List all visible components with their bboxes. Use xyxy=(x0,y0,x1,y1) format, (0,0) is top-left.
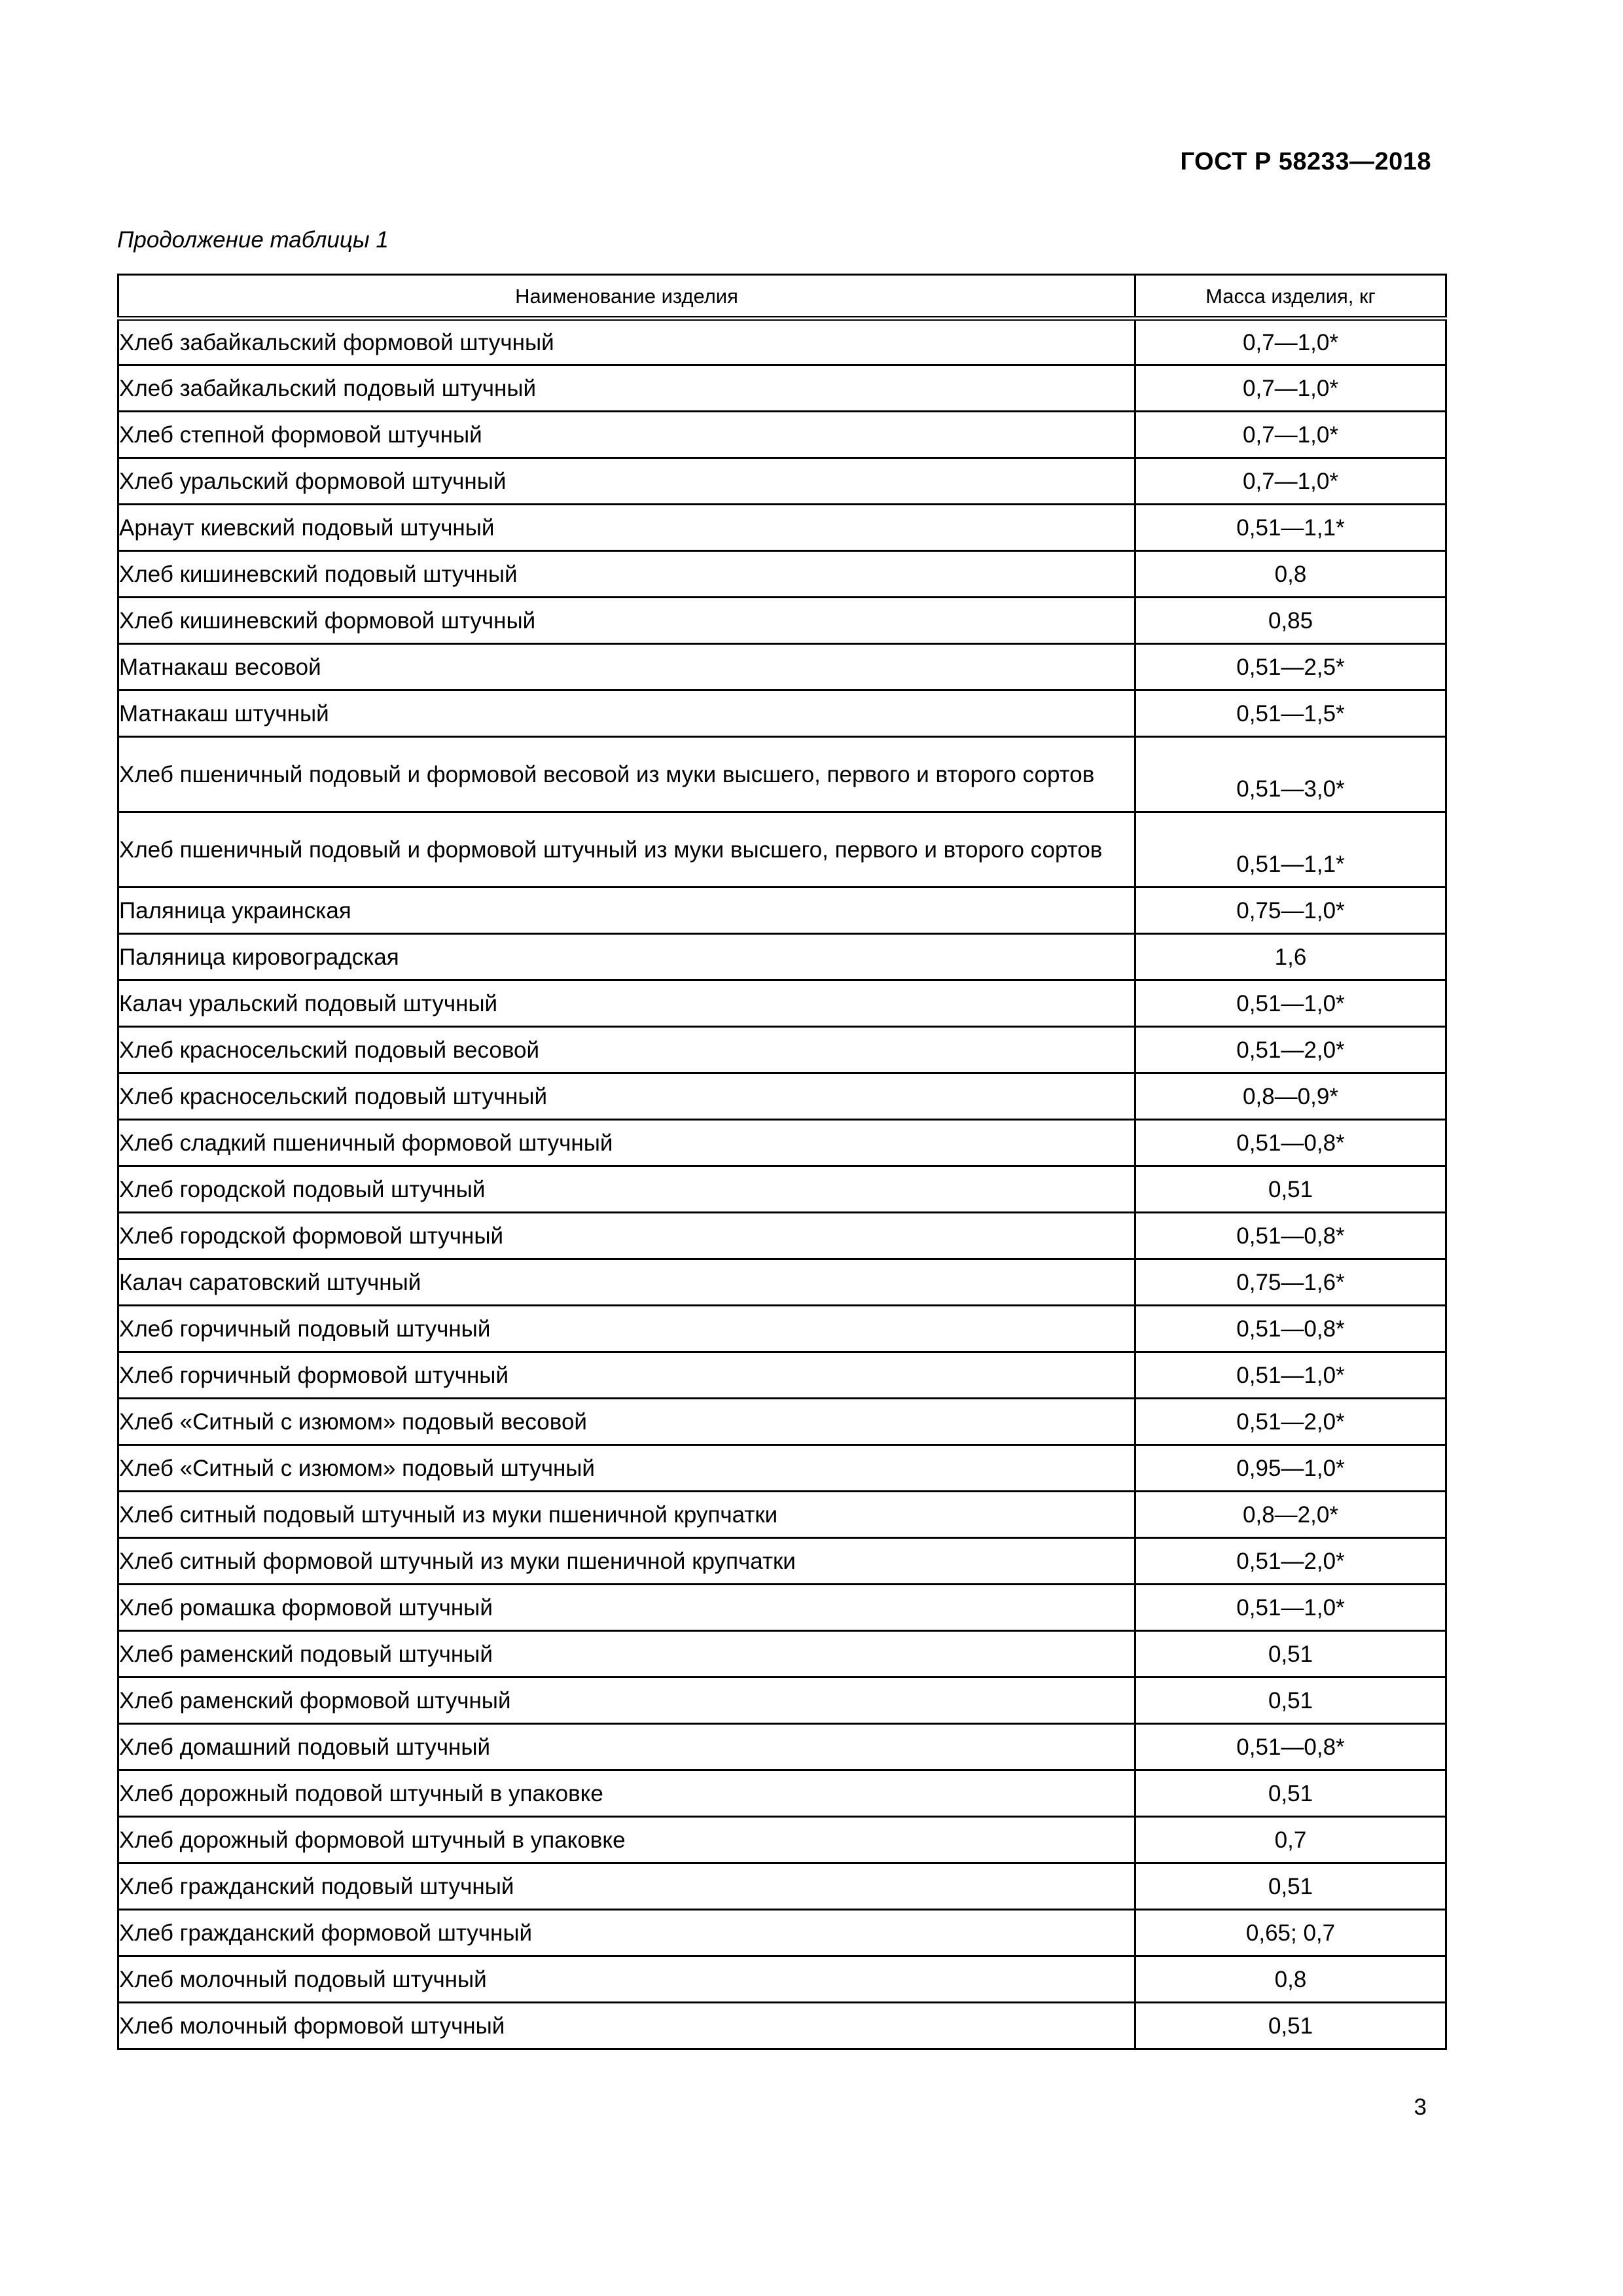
product-name-cell: Паляница украинская xyxy=(118,888,1135,934)
product-mass-cell: 0,51—0,8* xyxy=(1135,1724,1446,1770)
product-name-cell: Матнакаш штучный xyxy=(118,691,1135,737)
product-mass-cell: 0,51 xyxy=(1135,1770,1446,1817)
table-row xyxy=(118,691,1446,737)
product-mass-cell: 0,85 xyxy=(1135,598,1446,644)
table-row xyxy=(118,412,1446,458)
product-name-cell: Хлеб «Ситный с изюмом» подовый штучный xyxy=(118,1445,1135,1492)
product-mass-cell: 0,51 xyxy=(1135,1863,1446,1910)
document-standard-header: ГОСТ Р 58233—2018 xyxy=(1180,148,1431,175)
product-name-cell: Хлеб забайкальский подовый штучный xyxy=(118,365,1135,412)
product-name-cell: Хлеб гражданский формовой штучный xyxy=(118,1910,1135,1956)
product-mass-cell: 0,7 xyxy=(1135,1817,1446,1863)
table-row xyxy=(118,1213,1446,1259)
product-mass-cell: 0,51 xyxy=(1135,1677,1446,1724)
product-mass-cell: 0,7—1,0* xyxy=(1135,412,1446,458)
product-name-cell: Хлеб городской формовой штучный xyxy=(118,1213,1135,1259)
table-row xyxy=(118,1863,1446,1910)
table-row xyxy=(118,505,1446,551)
product-name-cell: Хлеб городской подовый штучный xyxy=(118,1166,1135,1213)
table-row xyxy=(118,644,1446,691)
product-name-cell: Хлеб дорожный подовой штучный в упаковке xyxy=(118,1770,1135,1817)
table-row xyxy=(118,1120,1446,1166)
product-mass-cell: 0,51 xyxy=(1135,1631,1446,1677)
product-name-cell: Хлеб красносельский подовый штучный xyxy=(118,1073,1135,1120)
product-mass-cell: 0,51—1,0* xyxy=(1135,980,1446,1027)
table-row xyxy=(118,1166,1446,1213)
product-name-cell: Хлеб гражданский подовый штучный xyxy=(118,1863,1135,1910)
table-row xyxy=(118,1817,1446,1863)
table-row xyxy=(118,1770,1446,1817)
product-mass-cell: 0,51—0,8* xyxy=(1135,1213,1446,1259)
product-name-cell: Хлеб ситный подовый штучный из муки пшеничной крупчатки xyxy=(118,1492,1135,1538)
product-mass-cell: 0,7—1,0* xyxy=(1135,365,1446,412)
product-name-cell: Хлеб красносельский подовый весовой xyxy=(118,1027,1135,1073)
product-mass-cell: 0,51—2,0* xyxy=(1135,1399,1446,1445)
table-row xyxy=(118,1445,1446,1492)
product-mass-cell: 1,6 xyxy=(1135,934,1446,980)
table-row xyxy=(118,737,1446,812)
table-row xyxy=(118,1399,1446,1445)
product-name-cell: Хлеб дорожный формовой штучный в упаковке xyxy=(118,1817,1135,1863)
product-mass-cell: 0,51—0,8* xyxy=(1135,1120,1446,1166)
table-row xyxy=(118,934,1446,980)
product-name-cell: Хлеб ромашка формовой штучный xyxy=(118,1585,1135,1631)
table-row xyxy=(118,1352,1446,1399)
product-name-cell: Калач саратовский штучный xyxy=(118,1259,1135,1306)
product-name-cell: Хлеб ситный формовой штучный из муки пшеничной крупчатки xyxy=(118,1538,1135,1585)
product-mass-cell: 0,51—1,1* xyxy=(1135,505,1446,551)
product-name-cell: Арнаут киевский подовый штучный xyxy=(118,505,1135,551)
table-row xyxy=(118,1677,1446,1724)
product-mass-cell: 0,75—1,0* xyxy=(1135,888,1446,934)
product-name-cell: Паляница кировоградская xyxy=(118,934,1135,980)
product-mass-cell: 0,51—1,0* xyxy=(1135,1585,1446,1631)
product-mass-cell: 0,51—1,0* xyxy=(1135,1352,1446,1399)
product-mass-cell: 0,51—1,1* xyxy=(1135,812,1446,888)
table-row xyxy=(118,1259,1446,1306)
table-row xyxy=(118,598,1446,644)
product-mass-cell: 0,51 xyxy=(1135,1166,1446,1213)
product-name-cell: Хлеб кишиневский формовой штучный xyxy=(118,598,1135,644)
product-mass-cell: 0,51—2,0* xyxy=(1135,1538,1446,1585)
product-name-cell: Хлеб раменский формовой штучный xyxy=(118,1677,1135,1724)
product-name-cell: Хлеб горчичный формовой штучный xyxy=(118,1352,1135,1399)
product-mass-cell: 0,51—0,8* xyxy=(1135,1306,1446,1352)
product-mass-cell: 0,7—1,0* xyxy=(1135,458,1446,505)
product-name-cell: Хлеб раменский подовый штучный xyxy=(118,1631,1135,1677)
product-name-cell: Хлеб горчичный подовый штучный xyxy=(118,1306,1135,1352)
table-row xyxy=(118,1631,1446,1677)
table-row xyxy=(118,1724,1446,1770)
table-header-row xyxy=(118,275,1446,319)
table-row xyxy=(118,458,1446,505)
product-name-cell: Хлеб «Ситный с изюмом» подовый весовой xyxy=(118,1399,1135,1445)
product-name-cell: Матнакаш весовой xyxy=(118,644,1135,691)
product-mass-cell: 0,8—0,9* xyxy=(1135,1073,1446,1120)
table-row xyxy=(118,1492,1446,1538)
product-mass-cell: 0,8—2,0* xyxy=(1135,1492,1446,1538)
column-header-product-name: Наименование изделия xyxy=(118,275,1135,319)
product-name-cell: Хлеб степной формовой штучный xyxy=(118,412,1135,458)
product-mass-cell: 0,8 xyxy=(1135,551,1446,598)
table-row xyxy=(118,1910,1446,1956)
product-name-cell: Хлеб сладкий пшеничный формовой штучный xyxy=(118,1120,1135,1166)
table-caption: Продолжение таблицы 1 xyxy=(117,227,389,253)
table-row xyxy=(118,1306,1446,1352)
product-mass-cell: 0,51—3,0* xyxy=(1135,737,1446,812)
page-number: 3 xyxy=(1414,2094,1427,2120)
table-row xyxy=(118,2003,1446,2049)
product-name-cell: Хлеб пшеничный подовый и формовой весовой из муки высшего, первого и второго сортов xyxy=(118,737,1135,812)
table-row xyxy=(118,1538,1446,1585)
column-header-mass: Масса изделия, кг xyxy=(1135,275,1446,319)
product-name-cell: Хлеб уральский формовой штучный xyxy=(118,458,1135,505)
table-row xyxy=(118,551,1446,598)
table-row xyxy=(118,888,1446,934)
product-mass-cell: 0,51—2,0* xyxy=(1135,1027,1446,1073)
product-mass-cell: 0,51—1,5* xyxy=(1135,691,1446,737)
table-row xyxy=(118,1585,1446,1631)
table-row xyxy=(118,365,1446,412)
table-row xyxy=(118,1073,1446,1120)
product-name-cell: Хлеб пшеничный подовый и формовой штучный из муки высшего, первого и второго сортов xyxy=(118,812,1135,888)
product-name-cell: Калач уральский подовый штучный xyxy=(118,980,1135,1027)
product-mass-cell: 0,95—1,0* xyxy=(1135,1445,1446,1492)
table-row xyxy=(118,1027,1446,1073)
product-mass-cell: 0,51 xyxy=(1135,2003,1446,2049)
table-row xyxy=(118,980,1446,1027)
table-row xyxy=(118,812,1446,888)
product-name-cell: Хлеб кишиневский подовый штучный xyxy=(118,551,1135,598)
product-mass-cell: 0,65; 0,7 xyxy=(1135,1910,1446,1956)
product-mass-cell: 0,75—1,6* xyxy=(1135,1259,1446,1306)
table-row xyxy=(118,1956,1446,2003)
product-name-cell: Хлеб молочный формовой штучный xyxy=(118,2003,1135,2049)
product-name-cell: Хлеб молочный подовый штучный xyxy=(118,1956,1135,2003)
product-name-cell: Хлеб домашний подовый штучный xyxy=(118,1724,1135,1770)
product-name-cell: Хлеб забайкальский формовой штучный xyxy=(118,319,1135,365)
product-mass-cell: 0,51—2,5* xyxy=(1135,644,1446,691)
product-mass-cell: 0,8 xyxy=(1135,1956,1446,2003)
table-row xyxy=(118,319,1446,365)
products-mass-table xyxy=(117,274,1447,2050)
product-mass-cell: 0,7—1,0* xyxy=(1135,319,1446,365)
